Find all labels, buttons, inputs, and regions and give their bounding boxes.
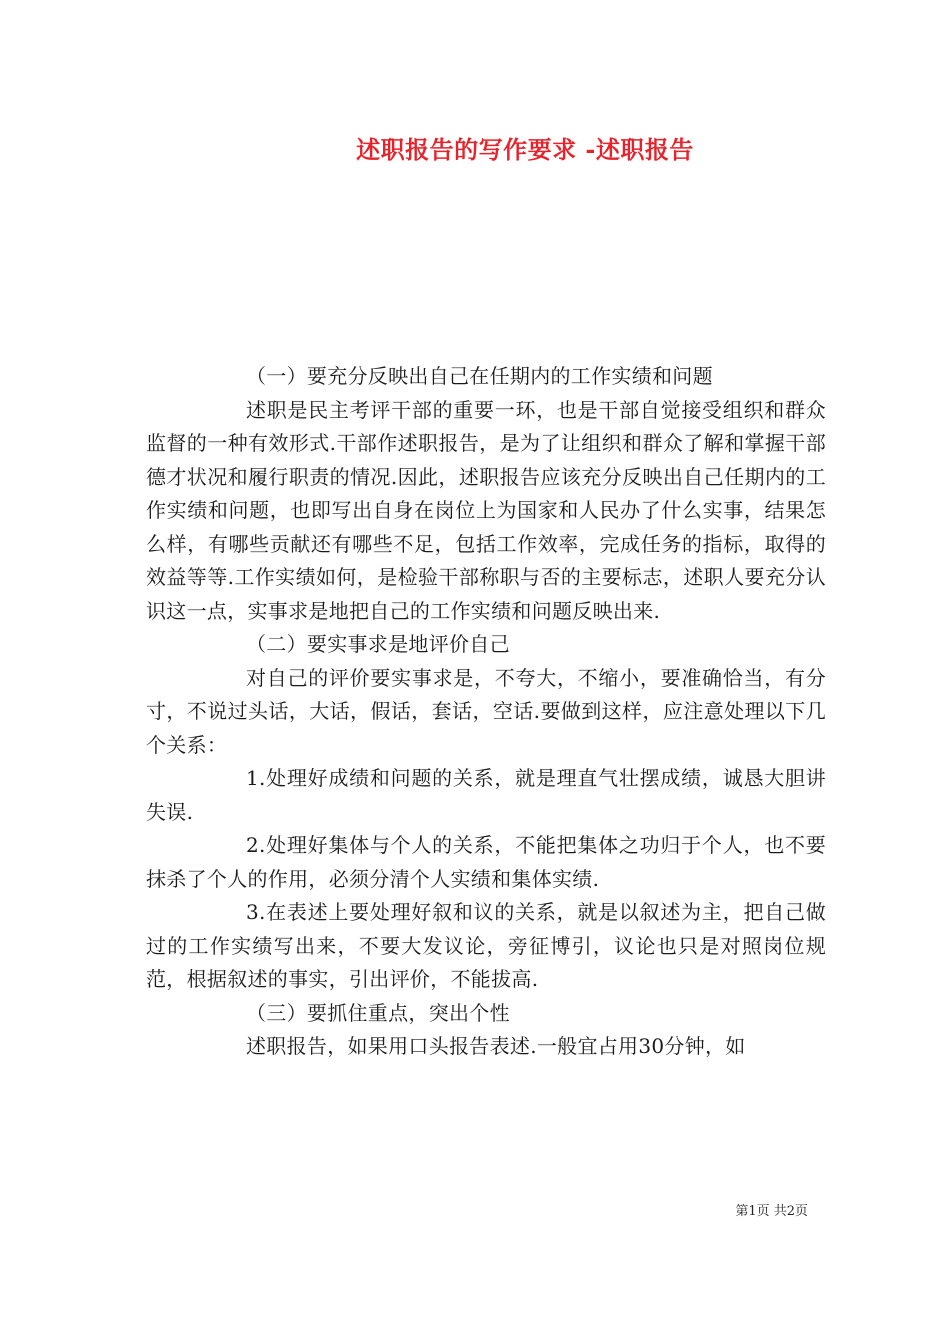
section-heading-1: （一）要充分反映出自己在任期内的工作实绩和问题	[246, 364, 713, 388]
list-item-1: 1.处理好成绩和问题的关系，就是理直气壮摆成绩，诚恳大胆讲失误.	[146, 766, 826, 824]
section-heading-3: （三）要抓住重点，突出个性	[246, 1000, 510, 1025]
document-body	[146, 360, 826, 1064]
section-heading-2: （二）要实事求是地评价自己	[246, 632, 510, 656]
list-item-2: 2.处理好集体与个人的关系，不能把集体之功归于个人，也不要抹杀了个人的作用，必须分清个人实绩和集体实绩.	[146, 833, 826, 891]
body-paragraph-1: 述职是民主考评干部的重要一环，也是干部自觉接受组织和群众监督的一种有效形式.干部作述职报告，是为了让组织和群众了解和掌握干部德才状况和履行职责的情况.因此，述职报告应该充分反映出自己任期内的工作实绩和问题，也即写出自身在岗位上为国家和人民办了什么实事，结果怎么样，有哪些贡献还有哪些不足，包括工作效率，完成任务的指标，取得的效益等等.工作实绩如何，是检验干部称职与否的主要标志，述职人要充分认识这一点，实事求是地把自己的工作实绩和问题反映出来.	[146, 397, 826, 623]
body-paragraph-2: 对自己的评价要实事求是，不夸大，不缩小，要准确恰当，有分寸，不说过头话，大话，假话，套话，空话.要做到这样，应注意处理以下几个关系：	[146, 665, 826, 757]
body-paragraph-3: 述职报告，如果用口头报告表述.一般宜占用30分钟，如	[246, 1034, 746, 1058]
document-title: 述职报告的写作要求 -述职报告	[356, 135, 694, 164]
page-number: 第1页 共2页	[735, 1204, 808, 1219]
list-item-3: 3.在表述上要处理好叙和议的关系，就是以叙述为主，把自己做过的工作实绩写出来，不要大发议论，旁征博引，议论也只是对照岗位规范，根据叙述的事实，引出评价，不能拔高.	[146, 900, 826, 991]
